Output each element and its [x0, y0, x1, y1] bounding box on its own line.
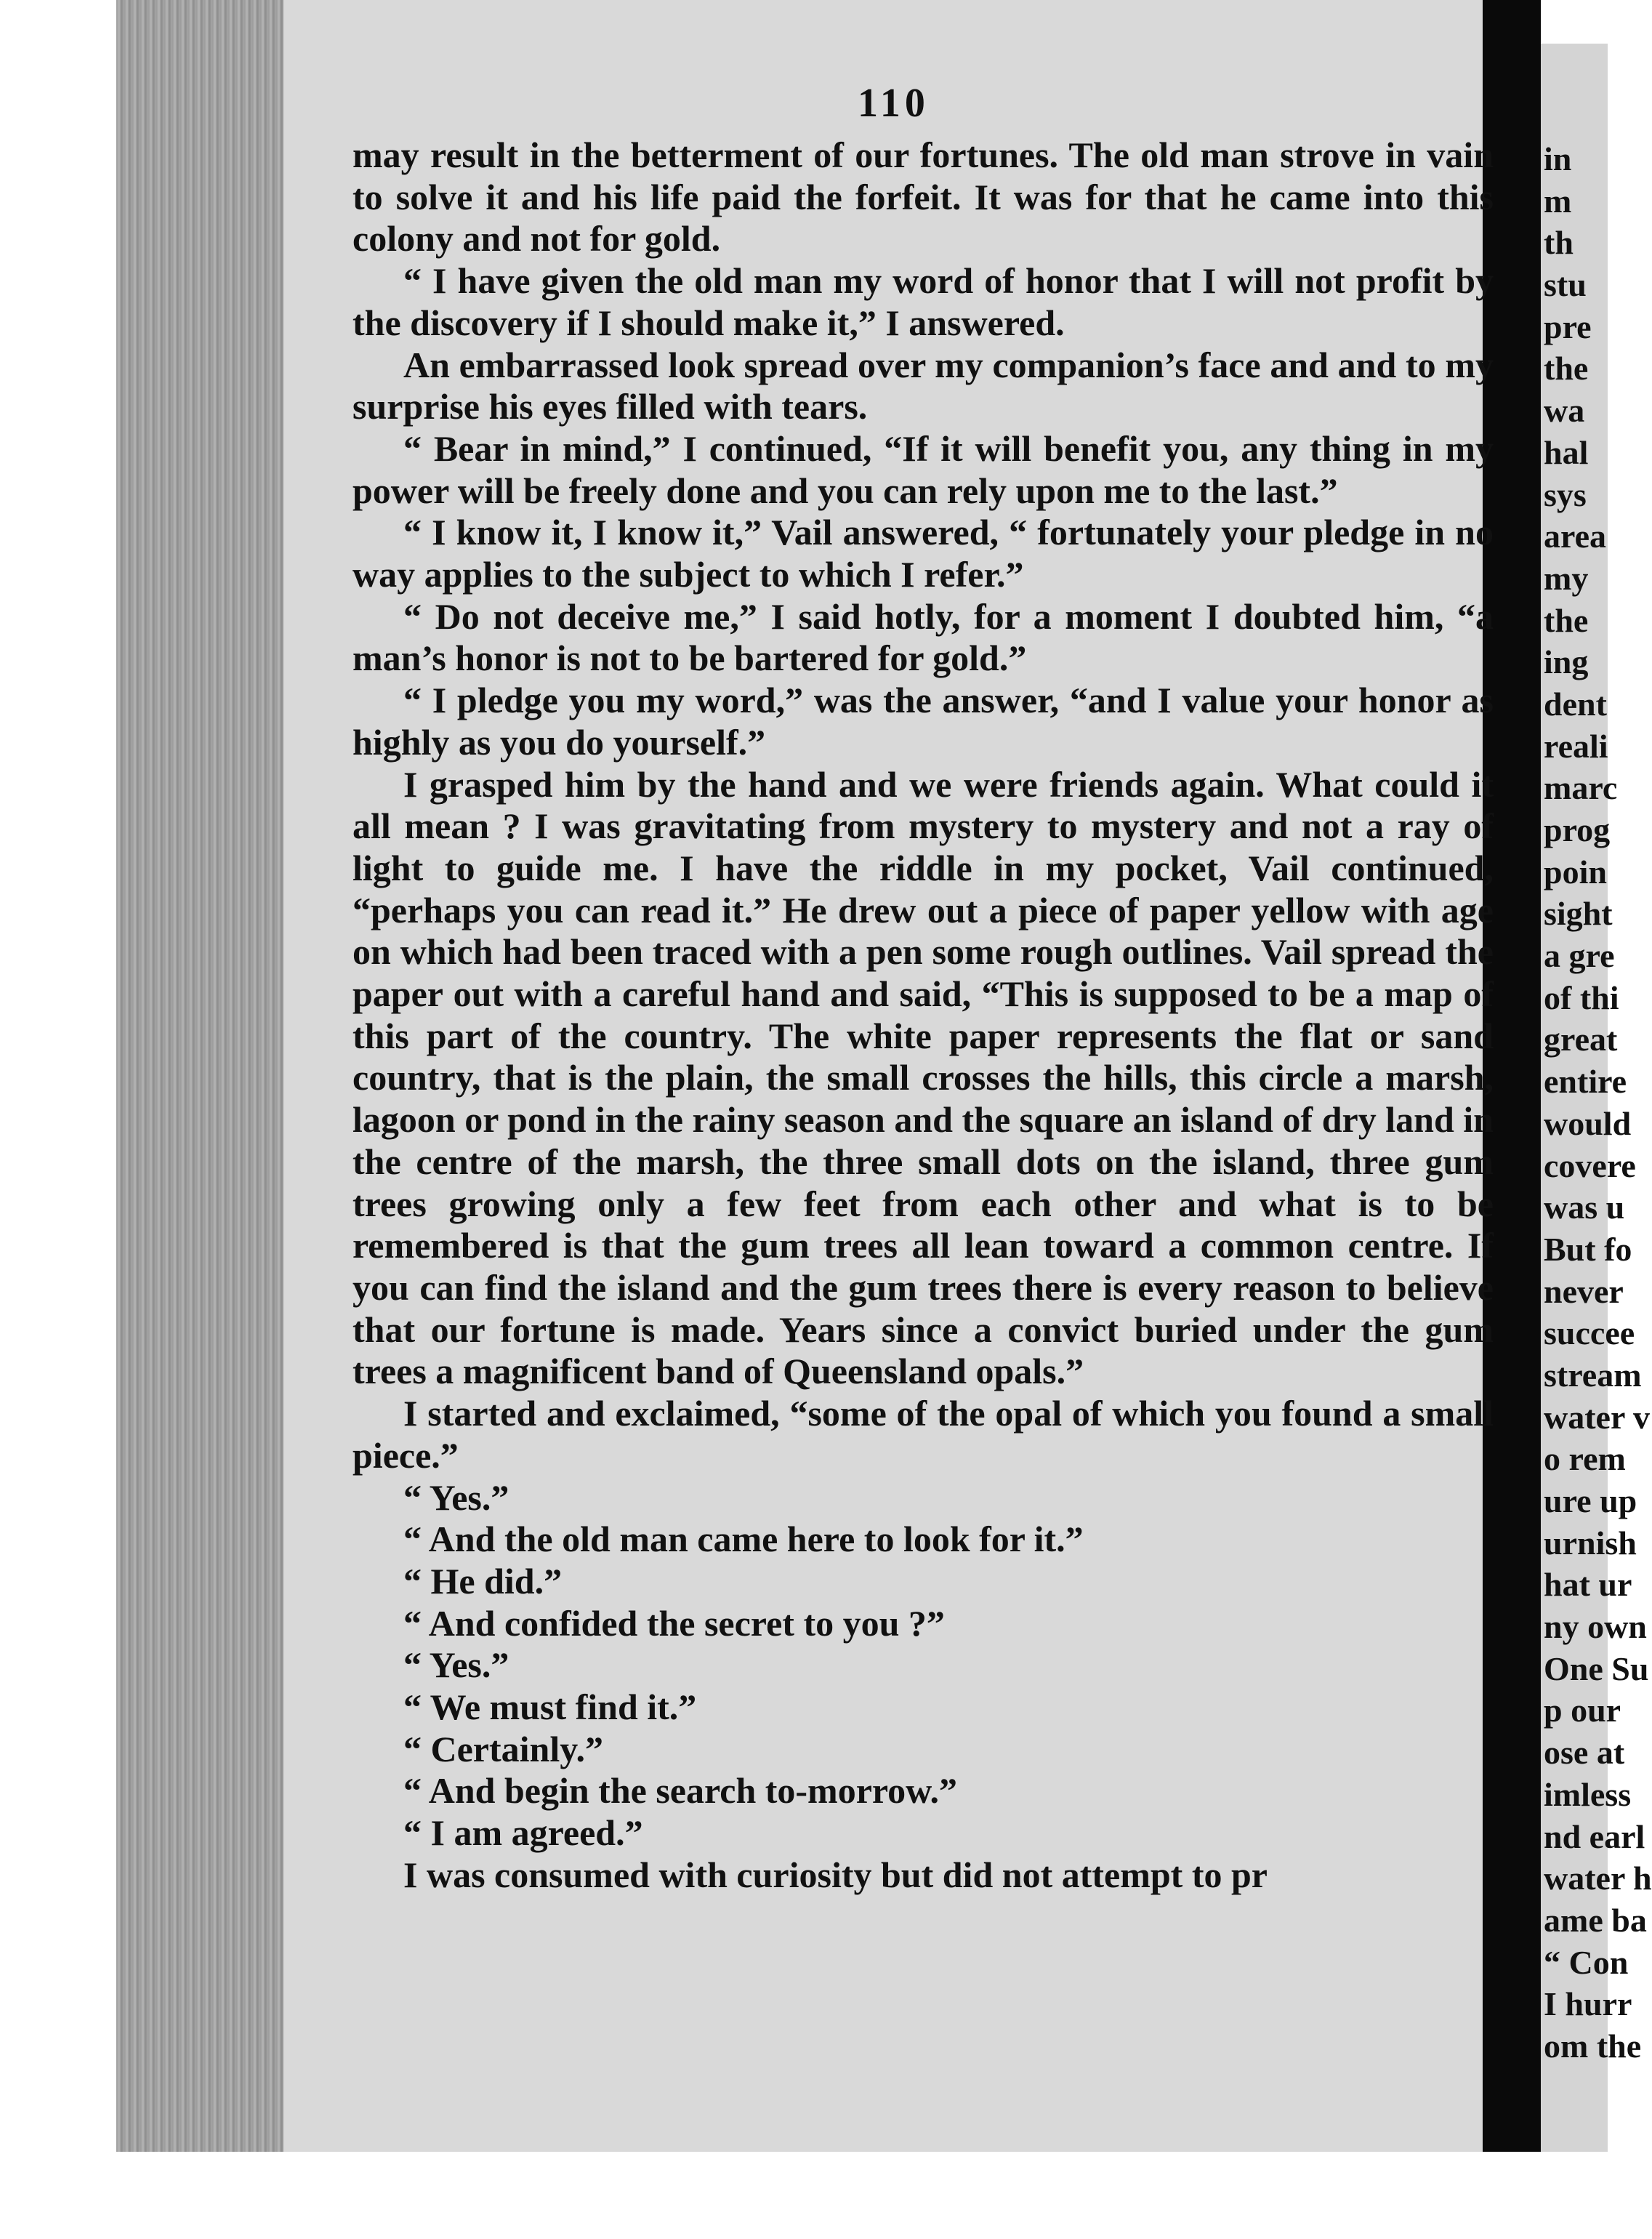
adjacent-page-line: marc: [1544, 769, 1618, 807]
adjacent-page-line: was u: [1544, 1189, 1625, 1226]
adjacent-page-line: nd earl: [1544, 1817, 1645, 1855]
dialogue-line: “ And confided the secret to you ?”: [403, 1602, 945, 1644]
adjacent-page-line: m: [1544, 182, 1572, 220]
adjacent-page-line: a gre: [1544, 937, 1615, 975]
paragraph: I was consumed with curiosity but did not attempt to pr: [403, 1854, 1268, 1895]
adjacent-page-line: of thi: [1544, 978, 1619, 1016]
adjacent-page-line: urnish: [1544, 1524, 1637, 1561]
dialogue-line: “ Yes.”: [403, 1644, 509, 1686]
scan-left-margin: [0, 0, 116, 2239]
adjacent-page-line: hat ur: [1544, 1566, 1632, 1604]
adjacent-page-line: ure up: [1544, 1482, 1637, 1519]
adjacent-page-line: the: [1544, 601, 1589, 639]
adjacent-page-line: poin: [1544, 853, 1607, 891]
adjacent-page-line: p our: [1544, 1692, 1621, 1729]
dialogue-line: “ Certainly.”: [403, 1728, 603, 1769]
adjacent-page-line: water v: [1544, 1398, 1651, 1436]
paragraph: “ I have given the old man my word of honor that I will not profit by the discovery if I should make it,” I answered.: [352, 260, 1494, 343]
adjacent-page-line: in: [1544, 140, 1572, 177]
dialogue-line: “ Yes.”: [403, 1476, 509, 1518]
adjacent-page-line: hal: [1544, 433, 1589, 471]
adjacent-page-line: om the: [1544, 2027, 1642, 2065]
adjacent-page-line: One Su: [1544, 1649, 1649, 1687]
page-number: 110: [858, 81, 930, 126]
dialogue-line: “ I am agreed.”: [403, 1812, 643, 1854]
adjacent-page-line: ny own: [1544, 1608, 1647, 1646]
adjacent-page-line: entire: [1544, 1063, 1627, 1101]
adjacent-page-line: would: [1544, 1104, 1632, 1142]
adjacent-page-line: sight: [1544, 895, 1613, 933]
adjacent-page-line: never: [1544, 1272, 1624, 1310]
adjacent-page-line: reali: [1544, 727, 1608, 765]
adjacent-page-line: o rem: [1544, 1440, 1626, 1478]
scan-bottom-margin: [116, 2152, 1608, 2239]
adjacent-page-line: sys: [1544, 475, 1587, 513]
paragraph: “ I know it, I know it,” Vail answered, “ fortunately your pledge in no way applies to the subject to which I refer.”: [352, 512, 1494, 595]
dialogue-line: “ He did.”: [403, 1560, 563, 1601]
adjacent-page-line: pre: [1544, 307, 1592, 345]
adjacent-page-line: stu: [1544, 266, 1587, 304]
adjacent-page-line: area: [1544, 518, 1607, 555]
adjacent-page-line: “ Con: [1544, 1943, 1629, 1981]
adjacent-page-line: stream: [1544, 1356, 1642, 1394]
adjacent-page-line: covere: [1544, 1146, 1636, 1184]
paragraph: “ Do not deceive me,” I said hotly, for a moment I doubted him, “a man’s honor is not to be bartered for gold.”: [352, 595, 1494, 679]
adjacent-page-line: succee: [1544, 1314, 1635, 1352]
adjacent-page-line: prog: [1544, 811, 1611, 848]
dialogue-line: “ And the old man came here to look for it.”: [403, 1519, 1084, 1560]
adjacent-page-line: th: [1544, 224, 1574, 262]
adjacent-page-line: I hurr: [1544, 1985, 1632, 2023]
body-text: [352, 134, 1494, 1897]
adjacent-page-line: the: [1544, 350, 1589, 387]
paragraph: I started and exclaimed, “some of the opal of which you found a small piece.”: [352, 1393, 1494, 1476]
adjacent-page-text: [1544, 138, 1652, 2067]
adjacent-page-line: dent: [1544, 685, 1607, 723]
paragraph: may result in the betterment of our fortunes. The old man strove in vain to solve it and his life paid the forfeit. It was for that he came into this colony and not for gold.: [352, 134, 1494, 260]
paragraph: I grasped him by the hand and we were friends again. What could it all mean ? I was gravitating from mystery to mystery and not a ray of light to guide me. I have the riddle in my pocket, Vail continued, “perhaps you can read it.” He drew out a piece of paper yellow with age on which had been traced with a pen some rough outlines. Vail spread the paper out with a careful hand and said, “This is supposed to be a map of this part of the country. The white paper represents the flat or sand country, that is the plain, the small crosses the hills, this circle a marsh, lagoon or pond in the rainy season and the square an island of dry land in the centre of the marsh, the three small dots on the island, three gum trees growing only a few feet from each other and what is to be remembered is that the gum trees all lean toward a common centre. If you can find the island and the gum trees there is every reason to believe that our fortune is made. Years since a convict buried under the gum trees a magnificent band of Queensland opals.”: [352, 763, 1494, 1392]
adjacent-page-line: water h: [1544, 1860, 1652, 1897]
paragraph: An embarrassed look spread over my companion’s face and and to my surprise his eyes filled with tears.: [352, 344, 1494, 427]
adjacent-page-line: wa: [1544, 392, 1585, 430]
dialogue-line: “ We must find it.”: [403, 1687, 697, 1728]
adjacent-page-line: my: [1544, 559, 1589, 597]
paragraph: “ I pledge you my word,” was the answer, “and I value your honor as highly as you do yourself.”: [352, 680, 1494, 763]
adjacent-page-line: But fo: [1544, 1230, 1632, 1268]
dialogue-line: “ And begin the search to-morrow.”: [403, 1770, 958, 1812]
adjacent-page-line: imless: [1544, 1775, 1632, 1813]
adjacent-page-line: ing: [1544, 643, 1589, 681]
page-edge-stack: [116, 0, 288, 2159]
paragraph: “ Bear in mind,” I continued, “If it will benefit you, any thing in my power will be freely done and you can rely upon me to the last.”: [352, 427, 1494, 511]
adjacent-page-line: great: [1544, 1021, 1618, 1058]
adjacent-page-line: ame ba: [1544, 1901, 1647, 1939]
adjacent-page-line: ose at: [1544, 1734, 1625, 1772]
